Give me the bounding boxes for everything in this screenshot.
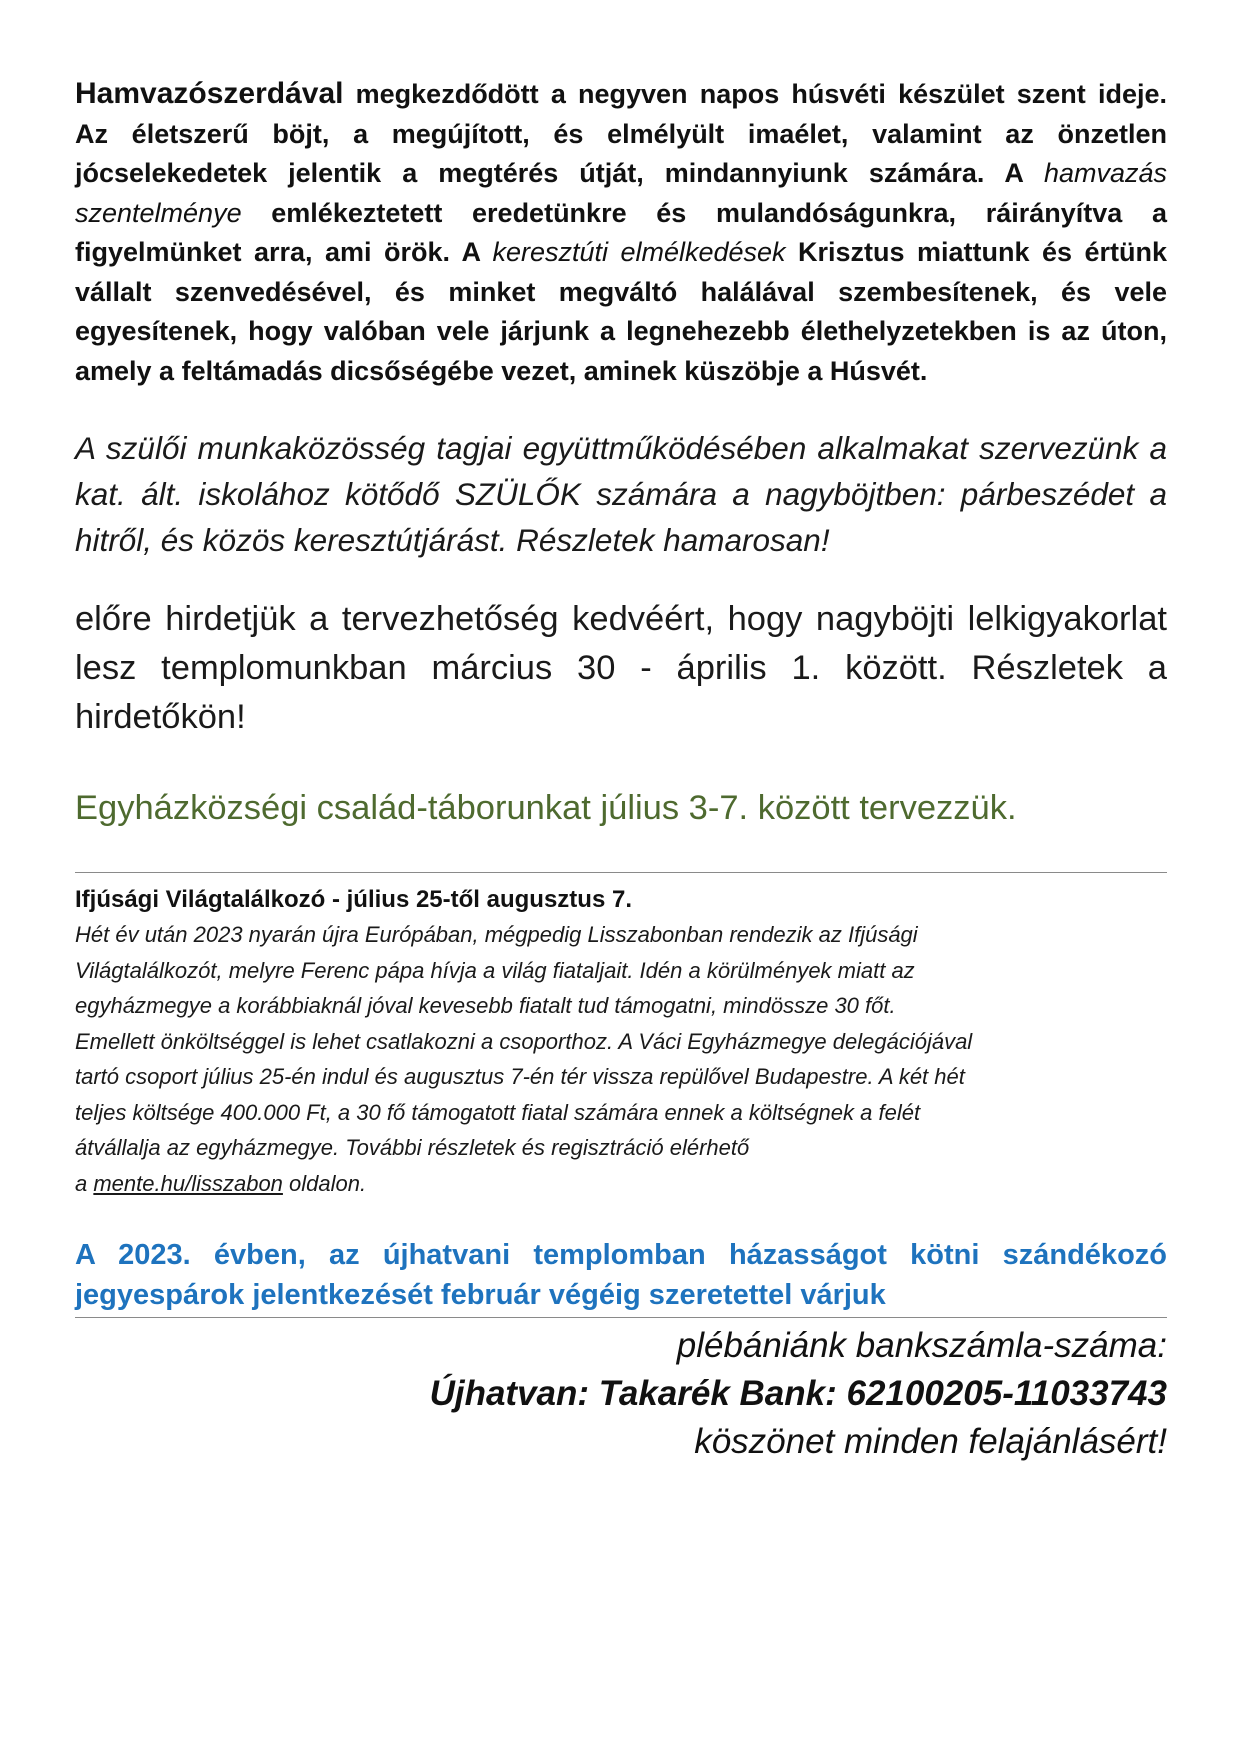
wyd-title: Ifjúsági Világtalálkozó - július 25-től augusztus 7. (75, 886, 632, 913)
wyd-line: teljes költsége 400.000 Ft, a 30 fő támogatott fiatal számára ennek a költségnek a felét (75, 1099, 921, 1125)
bank-label: plébániánk bankszámla-száma: (676, 1326, 1167, 1365)
divider (75, 872, 1167, 873)
intro-lead-word: Hamvazószerdával (75, 77, 344, 110)
bank-account-number: Újhatvan: Takarék Bank: 62100205-11033743 (429, 1374, 1167, 1413)
divider (75, 1317, 1167, 1318)
parents-notice: A szülői munkaközösség tagjai együttműködésében alkalmakat szervezünk a kat. ált. iskolához kötődő SZÜLŐK számára a nagyböjtben: párbeszédet a hitről, és közös keresztútjárást. Részletek hamarosan! (75, 430, 1167, 558)
intro-text-2: emlékeztetett eredetünkre és mulandóságunkra, ráirányítva a figyelmünket arra, ami örök. A (75, 197, 1167, 267)
wyd-registration-link[interactable]: mente.hu/lisszabon (93, 1170, 283, 1196)
wyd-line: Hét év után 2023 nyarán újra Európában, mégpedig Lisszabonban rendezik az Ifjúsági (75, 922, 918, 947)
intro-italic-1: hamvazás szentelménye (75, 158, 1167, 228)
bulletin-page (75, 74, 1167, 1466)
wyd-line: Emellett önköltséggel is lehet csatlakozni a csoporthoz. A Váci Egyházmegye delegációjával (75, 1028, 973, 1054)
wyd-line: átvállalja az egyházmegye. További részletek és regisztráció elérhető (75, 1135, 750, 1160)
retreat-notice: előre hirdetjük a tervezhetőség kedvéért, hogy nagyböjti lelkigyakorlat lesz templomunkban március 30 - április 1. között. Részletek a hirdetőkön! (75, 600, 1167, 736)
intro-italic-2: keresztúti elmélkedések (492, 237, 786, 267)
bank-account-block (75, 1322, 1167, 1466)
wedding-notice: A 2023. évben, az újhatvani templomban házasságot kötni szándékozó jegyespárok jelentkezését február végéig szeretettel várjuk (75, 1239, 1167, 1311)
wyd-line: Világtalálkozót, melyre Ferenc pápa hívja a világ fiataljait. Idén a körülmények miatt az (75, 957, 915, 983)
bank-thanks: köszönet minden felajánlásért! (694, 1422, 1167, 1461)
wyd-line-suffix: oldalon. (282, 1170, 367, 1196)
wyd-line: tartó csoport július 25-én indul és augusztus 7-én tér vissza repülővel Budapestre. A két hét (75, 1064, 965, 1089)
intro-text-3: Krisztus miattunk és értünk vállalt szenvedésével, és minket megváltó halálával szembesítenek, és vele egyesítenek, hogy valóban vele járjunk a legnehezebb élethelyzetekben is az úton, amely a feltámadás dicsőségébe vezet, aminek küszöbje a Húsvét. (75, 237, 1167, 386)
camp-notice: Egyházközségi család-táborunkat július 3-7. között tervezzük. (75, 789, 1017, 827)
lent-intro-paragraph (75, 74, 1167, 391)
wyd-line-prefix: a (75, 1170, 94, 1196)
wyd-line (75, 1166, 1167, 1202)
wyd-description (75, 917, 1167, 1201)
wyd-line: egyházmegye a korábbiaknál jóval kevesebb fiatalt tud támogatni, mindössze 30 főt. (75, 993, 896, 1018)
intro-text-1: megkezdődött a negyven napos húsvéti készület szent ideje. Az életszerű böjt, a megújított, és elmélyült imaélet, valamint az önzetlen jócselekedetek jelentik a megtérés útját, mindannyiunk számára. A (75, 79, 1167, 188)
